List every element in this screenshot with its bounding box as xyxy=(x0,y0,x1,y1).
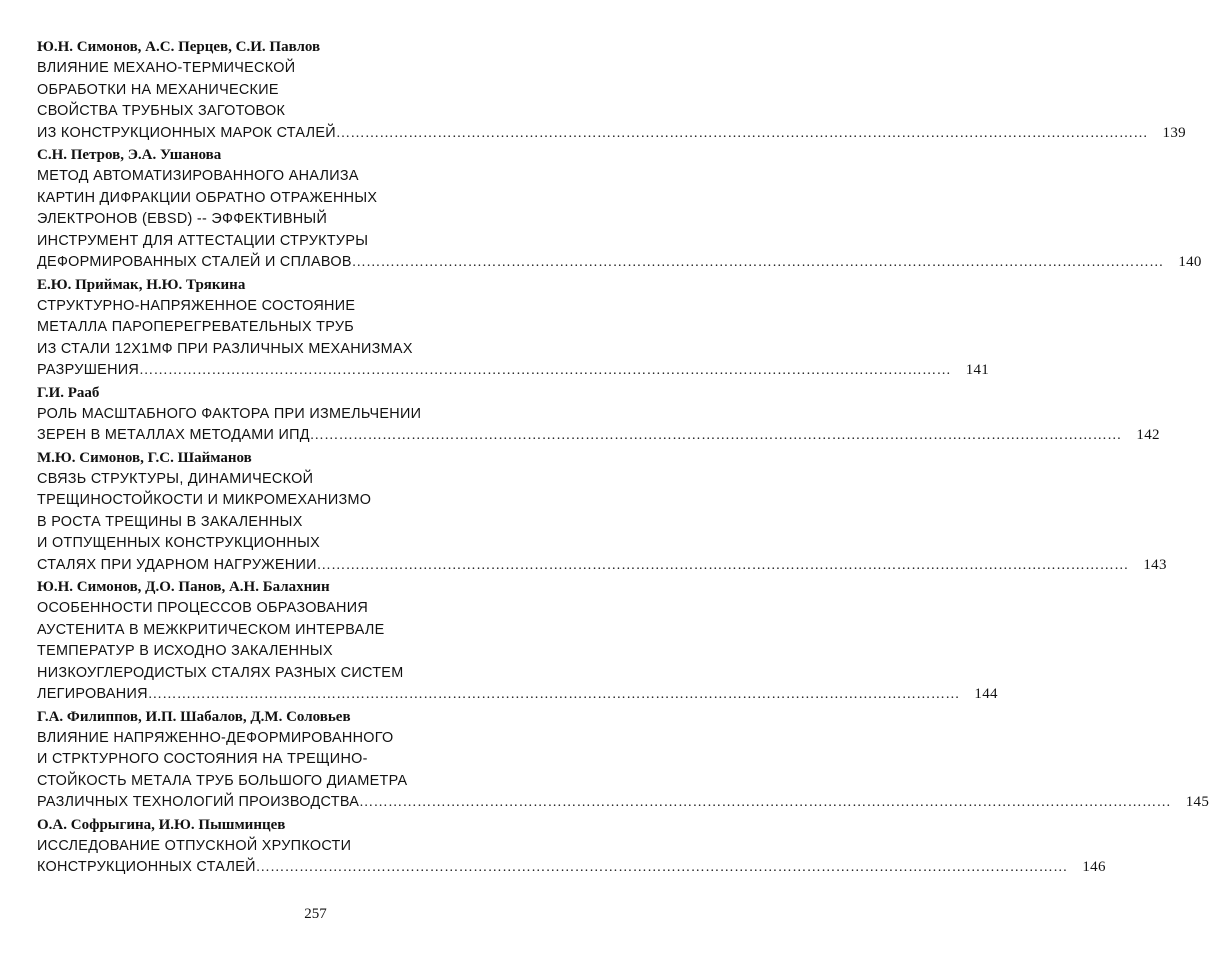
toc-entry-title-text: СТАЛЯХ ПРИ УДАРНОМ НАГРУЖЕНИИ xyxy=(37,556,317,573)
toc-entry-title-text: РАЗРУШЕНИЯ xyxy=(37,362,140,378)
toc-entry xyxy=(37,706,1209,814)
toc-entry-title-line: СВЯЗЬ СТРУКТУРЫ, ДИНАМИЧЕСКОЙ xyxy=(37,470,314,487)
toc-entry-page-number: 140 xyxy=(1178,254,1202,270)
toc-entry-title-line: И СТРКТУРНОГО СОСТОЯНИЯ НА ТРЕЩИНО- xyxy=(37,751,368,767)
toc-entry-title-line: ВЛИЯНИЕ МЕХАНО-ТЕРМИЧЕСКОЙ xyxy=(37,60,296,76)
toc-entry xyxy=(37,144,1202,274)
toc-entry-title-line: СТРУКТУРНО-НАПРЯЖЕННОЕ СОСТОЯНИЕ xyxy=(37,297,356,314)
page-number: 257 xyxy=(304,906,327,922)
toc-entry-title-line: ИНСТРУМЕНТ ДЛЯ АТТЕСТАЦИИ СТРУКТУРЫ xyxy=(37,232,369,249)
toc-entry-title-line: ИЗ СТАЛИ 12Х1МФ ПРИ РАЗЛИЧНЫХ МЕХАНИЗМАХ xyxy=(37,340,413,357)
toc-entry-title-text: ЗЕРЕН В МЕТАЛЛАХ МЕТОДАМИ ИПД xyxy=(37,427,310,443)
toc-entry-page-number: 141 xyxy=(965,362,990,378)
toc-entry-title-text: ИЗ КОНСТРУКЦИОННЫХ МАРОК СТАЛЕЙ xyxy=(37,124,336,141)
dot-leader: …………………………………………………………………………………………………………………………………………………… xyxy=(359,795,1172,810)
toc-entry-authors: М.Ю. Симонов, Г.С. Шайманов xyxy=(37,449,252,466)
toc-entry-title-line-last xyxy=(37,555,1167,577)
toc-entry-title-line: В РОСТА ТРЕЩИНЫ В ЗАКАЛЕННЫХ xyxy=(37,513,303,530)
toc-entry-title-line-last xyxy=(37,684,998,706)
toc-entry-title-line-last xyxy=(37,252,1202,274)
toc-entry-title-text: КОНСТРУКЦИОННЫХ СТАЛЕЙ xyxy=(37,859,256,875)
toc-entry-authors: Г.А. Филиппов, И.П. Шабалов, Д.М. Соловьев xyxy=(37,708,351,725)
toc-entry xyxy=(37,447,1167,577)
toc-entry-title-line: РОЛЬ МАСШТАБНОГО ФАКТОРА ПРИ ИЗМЕЛЬЧЕНИИ xyxy=(37,405,422,422)
dot-leader: …………………………………………………………………………………………………………………………………………………… xyxy=(147,687,960,702)
toc-entry-title-line: КАРТИН ДИФРАКЦИИ ОБРАТНО ОТРАЖЕННЫХ xyxy=(37,189,378,206)
toc-entry-page-number: 142 xyxy=(1136,427,1160,443)
toc-entry-title-line: ОБРАБОТКИ НА МЕХАНИЧЕСКИЕ xyxy=(37,81,279,98)
toc-entry-title-text: ЛЕГИРОВАНИЯ xyxy=(37,686,148,702)
toc-entry-title-line-last xyxy=(37,360,990,382)
toc-entry-title-line: СВОЙСТВА ТРУБНЫХ ЗАГОТОВОК xyxy=(37,103,286,119)
toc-entry xyxy=(37,36,1186,144)
toc-entry-title-line-last xyxy=(37,425,1160,447)
toc-entry-title-line: СТОЙКОСТЬ МЕТАЛА ТРУБ БОЛЬШОГО ДИАМЕТРА xyxy=(37,772,408,789)
dot-leader: …………………………………………………………………………………………………………………………………………………… xyxy=(316,557,1129,573)
toc-entry-authors: О.А. Софрыгина, И.Ю. Пышминцев xyxy=(37,816,286,833)
toc-entry-title-line-last xyxy=(37,857,1106,879)
toc-entry-title-line: НИЗКОУГЛЕРОДИСТЫХ СТАЛЯХ РАЗНЫХ СИСТЕМ xyxy=(37,664,404,681)
toc-entry-title-text: ДЕФОРМИРОВАННЫХ СТАЛЕЙ И СПЛАВОВ xyxy=(37,254,352,270)
toc-entry-title-line: И ОТПУЩЕННЫХ КОНСТРУКЦИОННЫХ xyxy=(37,535,321,551)
dot-leader: …………………………………………………………………………………………………………………………………………………… xyxy=(351,255,1164,270)
table-of-contents xyxy=(37,36,1209,879)
toc-entry-title-text: РАЗЛИЧНЫХ ТЕХНОЛОГИЙ ПРОИЗВОДСТВА xyxy=(37,794,360,810)
toc-entry-title-line: МЕТОД АВТОМАТИЗИРОВАННОГО АНАЛИЗА xyxy=(37,168,359,184)
toc-entry xyxy=(37,576,998,706)
toc-entry-title-line-last xyxy=(37,792,1209,814)
toc-entry-page-number: 144 xyxy=(974,686,998,702)
toc-entry-title-line: ТЕМПЕРАТУР В ИСХОДНО ЗАКАЛЕННЫХ xyxy=(37,643,333,659)
toc-entry-title-line: АУСТЕНИТА В МЕЖКРИТИЧЕСКОМ ИНТЕРВАЛЕ xyxy=(37,621,385,638)
toc-entry-page-number: 145 xyxy=(1185,794,1209,810)
dot-leader: …………………………………………………………………………………………………………………………………………………… xyxy=(309,428,1122,443)
toc-entry-title-line: ВЛИЯНИЕ НАПРЯЖЕННО-ДЕФОРМИРОВАННОГО xyxy=(37,729,394,746)
toc-entry-authors: Ю.Н. Симонов, А.С. Перцев, С.И. Павлов xyxy=(37,39,321,55)
toc-entry-title-line: МЕТАЛЛА ПАРОПЕРЕГРЕВАТЕЛЬНЫХ ТРУБ xyxy=(37,319,354,335)
toc-entry xyxy=(37,382,1160,447)
toc-entry-authors: Е.Ю. Приймак, Н.Ю. Трякина xyxy=(37,276,246,293)
toc-entry xyxy=(37,814,1106,879)
toc-entry-title-line-last xyxy=(37,123,1186,145)
toc-entry-authors: Ю.Н. Симонов, Д.О. Панов, А.Н. Балахнин xyxy=(37,579,330,595)
toc-entry-authors: С.Н. Петров, Э.А. Ушанова xyxy=(37,147,222,163)
toc-entry-title-line: ТРЕЩИНОСТОЙКОСТИ И МИКРОМЕХАНИЗМО xyxy=(37,492,372,508)
toc-entry-title-line: ИССЛЕДОВАНИЕ ОТПУСКНОЙ ХРУПКОСТИ xyxy=(37,837,352,854)
toc-entry xyxy=(37,274,990,382)
toc-entry-page-number: 146 xyxy=(1082,859,1106,875)
dot-leader: …………………………………………………………………………………………………………………………………………………… xyxy=(255,860,1068,875)
toc-entry-page-number: 143 xyxy=(1143,556,1167,573)
dot-leader: …………………………………………………………………………………………………………………………………………………… xyxy=(139,363,952,378)
dot-leader: …………………………………………………………………………………………………………………………………………………… xyxy=(335,125,1148,141)
toc-entry-title-line: ЭЛЕКТРОНОВ (EBSD) -- ЭФФЕКТИВНЫЙ xyxy=(37,211,328,227)
toc-entry-authors: Г.И. Рааб xyxy=(37,384,100,401)
toc-entry-title-line: ОСОБЕННОСТИ ПРОЦЕССОВ ОБРАЗОВАНИЯ xyxy=(37,600,369,616)
toc-entry-page-number: 139 xyxy=(1162,124,1186,141)
